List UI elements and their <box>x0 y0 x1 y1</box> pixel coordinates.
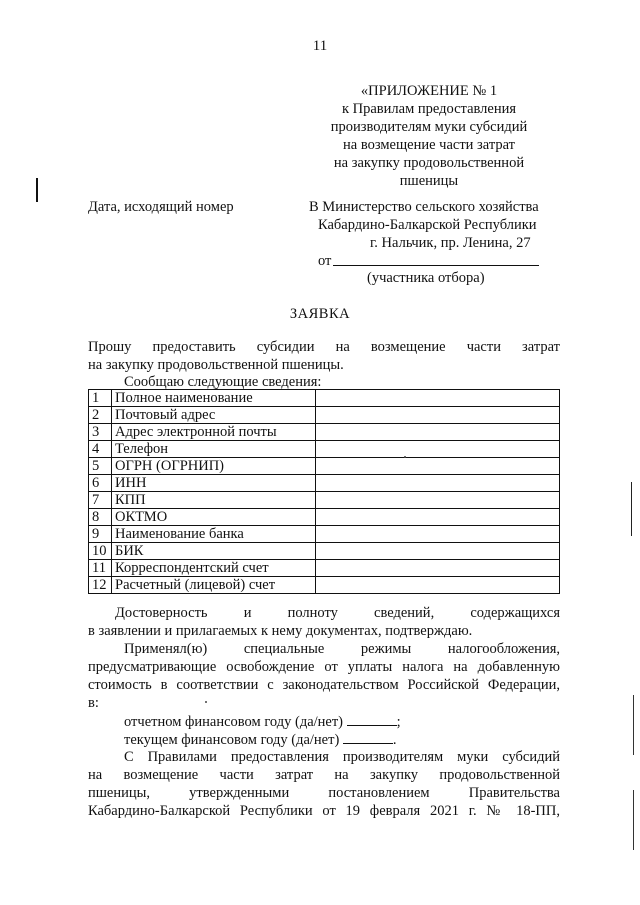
row-number: 10 <box>89 543 112 560</box>
tax-text: стоимость в соответствии с законодательством Российской Федерации, <box>88 677 560 693</box>
document-title: ЗАЯВКА <box>289 306 351 322</box>
tax-text: предусматривающие освобождение от уплаты налога на добавленную <box>88 659 560 675</box>
row-number: 4 <box>89 441 112 458</box>
appendix-line: пшеницы <box>399 173 459 189</box>
reporting-year-end: ; <box>396 714 401 730</box>
row-value-cell[interactable] <box>316 475 560 492</box>
addressee-line: Кабардино-Балкарской Республики <box>318 217 537 233</box>
row-number: 6 <box>89 475 112 492</box>
tax-text: Применял(ю) специальные режимы налогообложения, <box>124 641 560 657</box>
table-row <box>89 543 560 560</box>
row-label: Наименование банка <box>112 526 316 543</box>
request-text: Прошу предоставить субсидии на возмещение части затрат <box>88 339 560 355</box>
table-row <box>89 560 560 577</box>
reporting-year-blank[interactable] <box>347 712 397 726</box>
from-caption: (участника отбора) <box>367 270 485 286</box>
row-number: 5 <box>89 458 112 475</box>
row-label: Корреспондентский счет <box>112 560 316 577</box>
row-label: Телефон <box>112 441 316 458</box>
row-number: 7 <box>89 492 112 509</box>
row-value-cell[interactable] <box>316 492 560 509</box>
reporting-year-label: отчетном финансовом году (да/нет) <box>124 714 344 730</box>
current-year-line <box>124 730 397 749</box>
scan-mark-right <box>633 695 634 755</box>
table-row <box>89 526 560 543</box>
table-row <box>89 424 560 441</box>
appendix-line: на возмещение части затрат <box>343 137 515 153</box>
row-number: 2 <box>89 407 112 424</box>
rules-text: Кабардино-Балкарской Республики от 19 февраля 2021 г. № 18-ПП, <box>88 803 560 819</box>
row-value-cell[interactable] <box>316 407 560 424</box>
scan-speck <box>205 701 207 703</box>
row-value-cell[interactable] <box>316 424 560 441</box>
row-number: 9 <box>89 526 112 543</box>
info-table <box>88 389 560 594</box>
page-number: 11 <box>312 38 328 54</box>
tax-text: в: <box>88 695 99 711</box>
table-row <box>89 390 560 407</box>
scan-mark-right <box>631 482 632 536</box>
appendix-line: на закупку продовольственной <box>333 155 525 171</box>
row-value-cell[interactable] <box>316 509 560 526</box>
row-value-cell[interactable] <box>316 458 560 475</box>
row-value-cell[interactable] <box>316 441 560 458</box>
row-number: 1 <box>89 390 112 407</box>
date-label: Дата, исходящий номер <box>88 199 234 215</box>
from-label: от <box>318 253 332 269</box>
row-value-cell[interactable] <box>316 390 560 407</box>
row-label: БИК <box>112 543 316 560</box>
scan-speck <box>404 456 406 458</box>
row-label: ИНН <box>112 475 316 492</box>
rules-text: С Правилами предоставления производителям муки субсидий <box>124 749 560 765</box>
request-text: Сообщаю следующие сведения: <box>124 374 322 390</box>
scan-mark-right <box>633 790 634 850</box>
table-row <box>89 492 560 509</box>
appendix-line: «ПРИЛОЖЕНИЕ № 1 <box>360 83 498 99</box>
table-row <box>89 458 560 475</box>
scan-mark-left <box>36 178 38 202</box>
row-label: Расчетный (лицевой) счет <box>112 577 316 594</box>
row-value-cell[interactable] <box>316 526 560 543</box>
row-value-cell[interactable] <box>316 560 560 577</box>
current-year-end: . <box>392 732 397 748</box>
request-text: на закупку продовольственной пшеницы. <box>88 357 344 373</box>
row-label: ОКТМО <box>112 509 316 526</box>
row-number: 3 <box>89 424 112 441</box>
row-label: Почтовый адрес <box>112 407 316 424</box>
table-row <box>89 509 560 526</box>
current-year-label: текущем финансовом году (да/нет) <box>124 732 340 748</box>
current-year-blank[interactable] <box>343 730 393 744</box>
confirm-text: Достоверность и полноту сведений, содержащихся <box>115 605 560 621</box>
appendix-header <box>300 82 558 190</box>
from-blank-line[interactable] <box>333 265 539 266</box>
addressee-line: В Министерство сельского хозяйства <box>309 199 539 215</box>
row-value-cell[interactable] <box>316 577 560 594</box>
row-number: 8 <box>89 509 112 526</box>
rules-text: пшеницы, утвержденными постановлением Правительства <box>88 785 560 801</box>
table-row <box>89 407 560 424</box>
appendix-line: к Правилам предоставления <box>341 101 517 117</box>
row-label: Полное наименование <box>112 390 316 407</box>
addressee-line: г. Нальчик, пр. Ленина, 27 <box>370 235 531 251</box>
table-row <box>89 577 560 594</box>
row-number: 12 <box>89 577 112 594</box>
row-label: КПП <box>112 492 316 509</box>
row-number: 11 <box>89 560 112 577</box>
rules-text: на возмещение части затрат на закупку продовольственной <box>88 767 560 783</box>
table-row <box>89 475 560 492</box>
confirm-text: в заявлении и прилагаемых к нему документах, подтверждаю. <box>88 623 473 639</box>
table-row <box>89 441 560 458</box>
row-value-cell[interactable] <box>316 543 560 560</box>
reporting-year-line <box>124 712 401 731</box>
row-label: Адрес электронной почты <box>112 424 316 441</box>
appendix-line: производителям муки субсидий <box>330 119 528 135</box>
row-label: ОГРН (ОГРНИП) <box>112 458 316 475</box>
